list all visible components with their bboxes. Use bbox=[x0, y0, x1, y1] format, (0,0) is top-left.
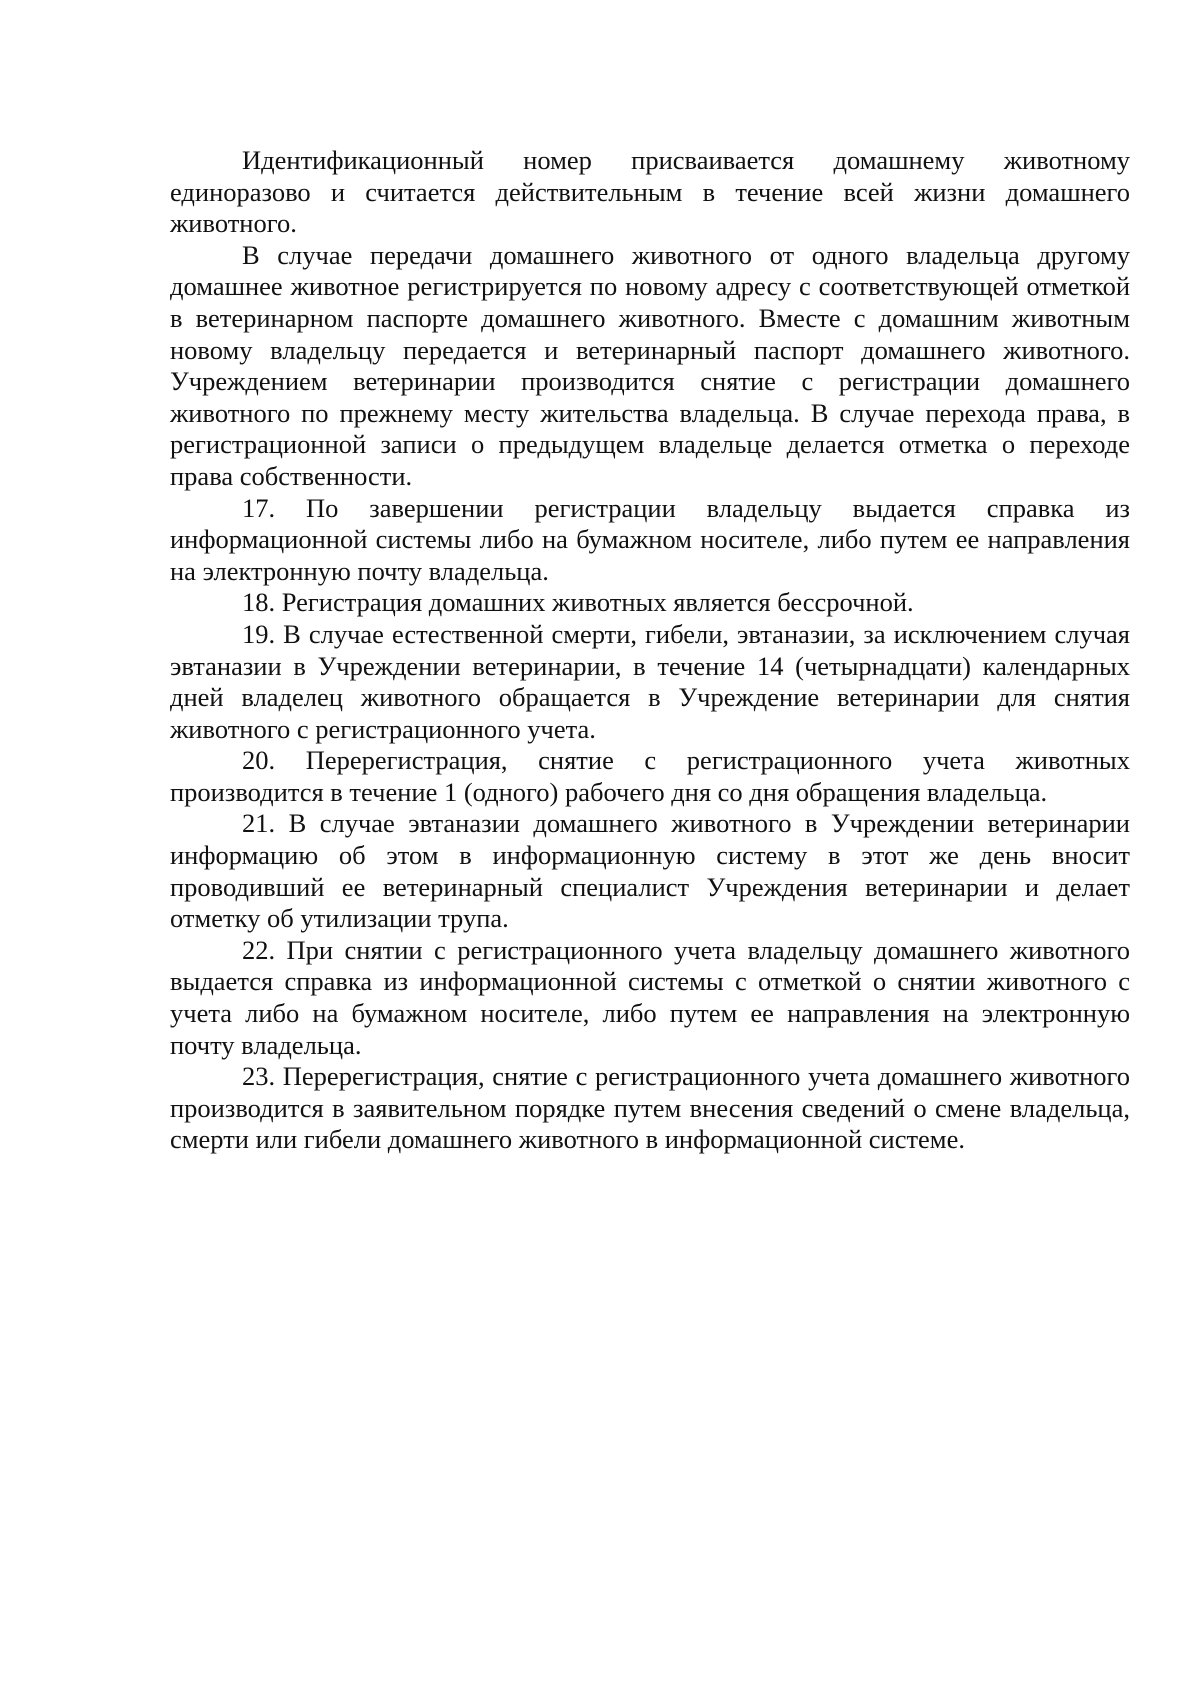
paragraph-17: 17. По завершении регистрации владельцу выдается справка из информационной системы либо на бумажном носителе, либо путем ее направления на электронную почту владельца. bbox=[170, 492, 1130, 586]
paragraph-20: 20. Перерегистрация, снятие с регистрационного учета животных производится в течение 1 (одного) рабочего дня со дня обращения владельца. bbox=[170, 745, 1130, 807]
paragraph-identification-number: Идентификационный номер присваивается домашнему животному единоразово и считается действительным в течение всей жизни домашнего животного. bbox=[170, 145, 1130, 239]
paragraph-owner-transfer: В случае передачи домашнего животного от одного владельца другому домашнее животное регистрируется по новому адресу с соответствующей отметкой в ветеринарном паспорте домашнего животного. Вместе с домашним животным новому владельцу передается и ветеринарный паспорт домашнего животного. Учреждением ветеринарии производится снятие с регистрации домашнего животного по прежнему месту жительства владельца. В случае перехода права, в регистрационной записи о предыдущем владельце делается отметка о переходе права собственности. bbox=[170, 239, 1130, 491]
paragraph-22: 22. При снятии с регистрационного учета владельцу домашнего животного выдается справка из информационной системы с отметкой о снятии животного с учета либо на бумажном носителе, либо путем ее направления на электронную почту владельца. bbox=[170, 934, 1130, 1060]
paragraph-23: 23. Перерегистрация, снятие с регистрационного учета домашнего животного производится в заявительном порядке путем внесения сведений о смене владельца, смерти или гибели домашнего животного в информационной системе. bbox=[170, 1061, 1130, 1155]
paragraph-19: 19. В случае естественной смерти, гибели, эвтаназии, за исключением случая эвтаназии в Учреждении ветеринарии, в течение 14 (четырнадцати) календарных дней владелец животного обращается в Учреждение ветеринарии для снятия животного с регистрационного учета. bbox=[170, 618, 1130, 744]
document-body bbox=[170, 145, 1130, 1156]
paragraph-18: 18. Регистрация домашних животных является бессрочной. bbox=[242, 587, 914, 618]
paragraph-21: 21. В случае эвтаназии домашнего животного в Учреждении ветеринарии информацию об этом в информационную систему в этот же день вносит проводивший ее ветеринарный специалист Учреждения ветеринарии и делает отметку об утилизации трупа. bbox=[170, 808, 1130, 934]
